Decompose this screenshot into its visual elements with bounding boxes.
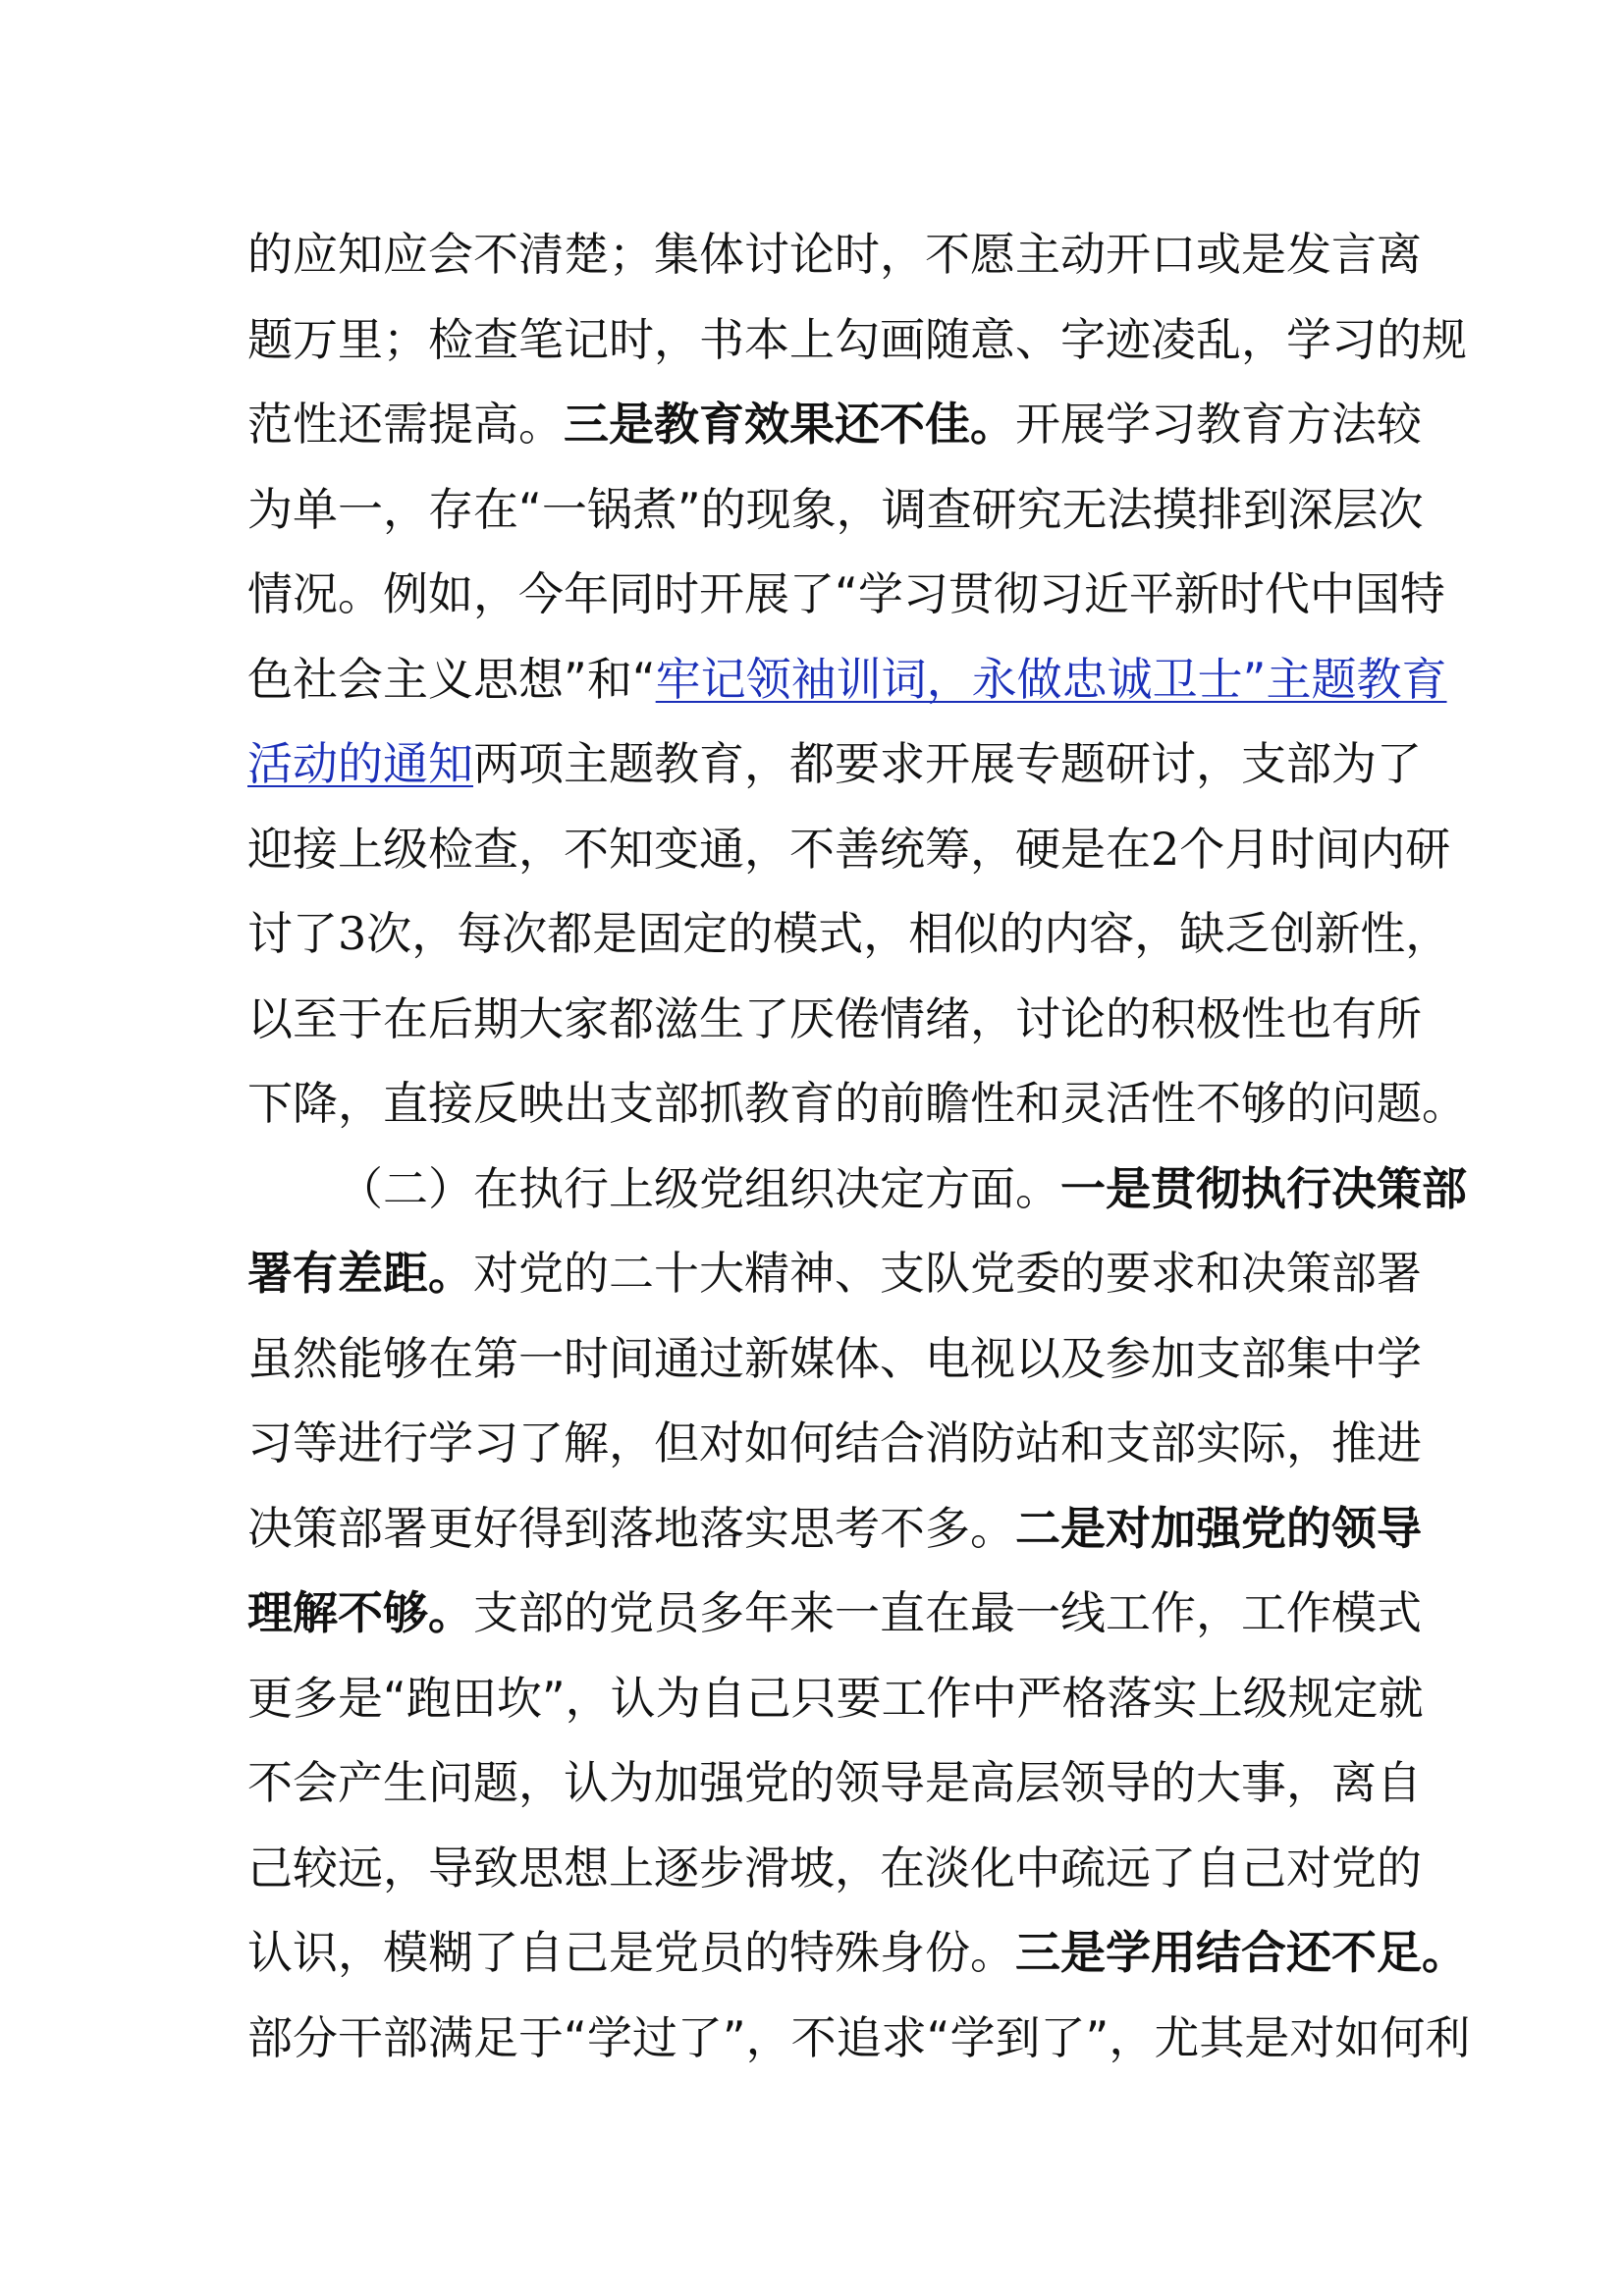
text-line	[247, 721, 1422, 806]
text-line	[247, 1316, 1422, 1401]
text-line	[247, 467, 1424, 552]
text-line	[247, 1231, 1422, 1315]
body-text: 题万里；检查笔记时，书本上勾画随意、字迹凌乱，学习的规	[247, 312, 1467, 366]
body-text: 以至于在后期大家都滋生了厌倦情绪，讨论的积极性也有所	[247, 991, 1422, 1045]
text-line	[247, 807, 1451, 891]
body-text: 下降，直接反映出支部抓教育的前瞻性和灵活性不够的问题。	[247, 1077, 1467, 1130]
body-text: 决策部署更好得到落地落实思考不多。	[247, 1501, 1015, 1555]
bold-heading-text: 一是贯彻执行决策部	[1060, 1161, 1467, 1215]
body-text: 个月时间内研	[1179, 822, 1451, 876]
body-text: 两项主题教育，都要求开展专题研讨，支部为了	[473, 737, 1422, 790]
text-line	[247, 1656, 1424, 1740]
text-line	[247, 297, 1467, 382]
body-text: 认识，模糊了自己是党员的特殊身份。	[247, 1926, 1015, 1979]
body-text: 习等进行学习了解，但对如何结合消防站和支部实际，推进	[247, 1416, 1422, 1469]
body-text: 迎接上级检查，不知变通，不善统筹，硬是在	[247, 822, 1151, 876]
number-text: 2	[1151, 822, 1180, 876]
body-text: 范性还需提高。	[247, 398, 564, 451]
body-text: 部分干部满足于“学过了”，不追求“学到了”，尤其是对如何利	[247, 2010, 1471, 2064]
body-text: 开展学习教育方法较	[1015, 398, 1422, 451]
text-line	[247, 1061, 1467, 1146]
body-text: 对党的二十大精神、支队党委的要求和决策部署	[473, 1247, 1422, 1300]
body-text: （二）在执行上级党组织决定方面。	[338, 1161, 1060, 1215]
body-text: 虽然能够在第一时间通过新媒体、电视以及参加支部集中学	[247, 1331, 1422, 1385]
body-text: 不会产生问题，认为加强党的领导是高层领导的大事，离自	[247, 1756, 1422, 1809]
body-text: 己较远，导致思想上逐步滑坡，在淡化中疏远了自己对党的	[247, 1841, 1422, 1895]
body-text: 次，每次都是固定的模式，相似的内容，缺乏创新性，	[366, 907, 1451, 960]
body-text: 讨了	[247, 907, 338, 960]
notice-link[interactable]: 牢记领袖训词，永做忠诚卫士”主题教育	[655, 652, 1447, 706]
bold-heading-text: 三是学用结合还不足。	[1015, 1926, 1467, 1979]
text-line	[247, 891, 1451, 976]
body-text: 的应知应会不清楚；集体讨论时，不愿主动开口或是发言离	[247, 228, 1422, 281]
number-text: 3	[338, 907, 367, 960]
text-line	[247, 382, 1422, 466]
body-text: 情况。例如，今年同时开展了“学习贯彻习近平新时代中国特	[247, 567, 1445, 620]
body-text: 更多是“跑田坎”，认为自己只要工作中严格落实上级规定就	[247, 1671, 1424, 1725]
text-line	[247, 1401, 1422, 1485]
body-text: 为单一，存在“一锅煮”的现象，调查研究无法摸排到深层次	[247, 482, 1424, 536]
notice-link[interactable]: 活动的通知	[247, 737, 473, 790]
text-line	[247, 1571, 1422, 1655]
text-line	[247, 1486, 1422, 1571]
text-line	[247, 1826, 1422, 1910]
bold-heading-text: 理解不够。	[247, 1586, 473, 1639]
text-line	[338, 1147, 1467, 1231]
bold-heading-text: 二是对加强党的领导	[1015, 1501, 1422, 1555]
text-line	[247, 1910, 1467, 1995]
bold-heading-text: 三是教育效果还不佳。	[564, 398, 1015, 451]
text-line	[247, 212, 1422, 296]
bold-heading-text: 署有差距。	[247, 1247, 473, 1300]
text-line	[247, 1996, 1471, 2080]
text-line	[247, 1740, 1422, 1825]
text-line	[247, 977, 1422, 1061]
body-text: 支部的党员多年来一直在最一线工作，工作模式	[473, 1586, 1422, 1639]
text-line	[247, 637, 1447, 721]
body-text: 色社会主义思想”和“	[247, 652, 656, 706]
text-line	[247, 552, 1445, 636]
